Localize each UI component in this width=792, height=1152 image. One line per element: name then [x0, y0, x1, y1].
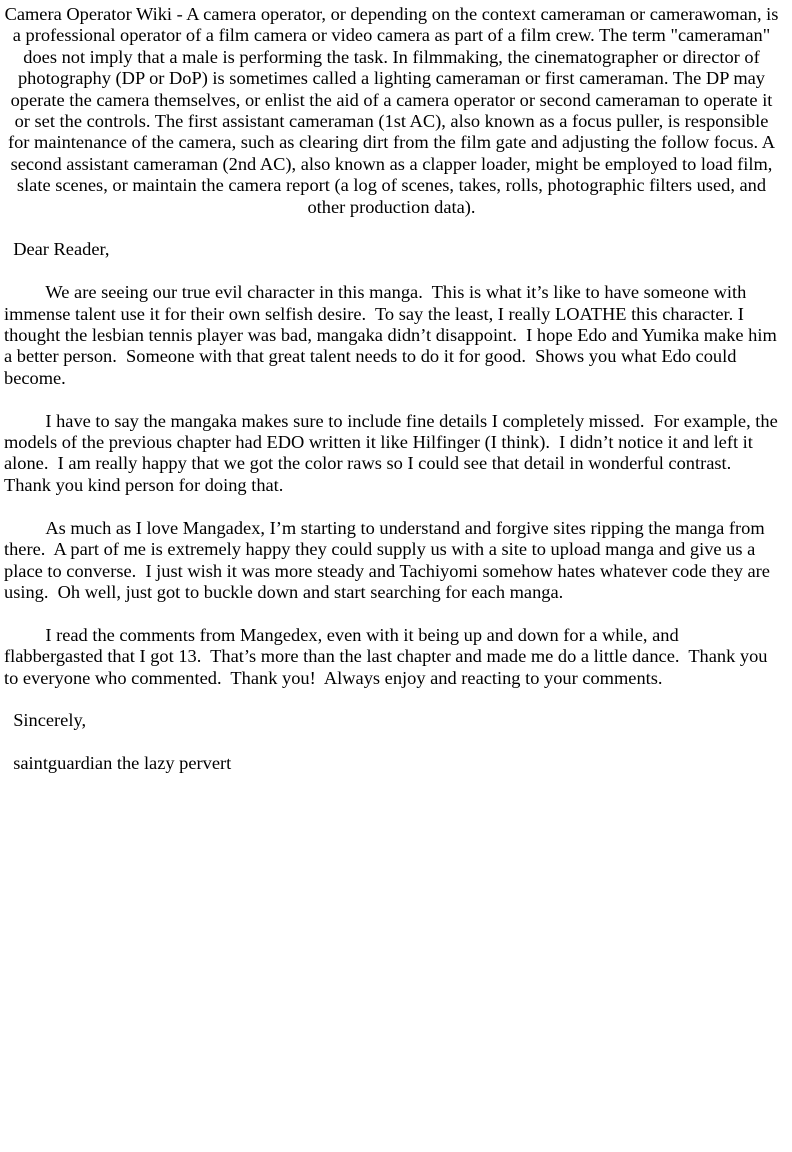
- salutation: Dear Reader,: [4, 239, 110, 260]
- intro-paragraph: Camera Operator Wiki - A camera operator, or depending on the context cameraman or camerawoman, is a professional operator of a film camera or video camera as part of a film crew. The term "cameraman" does not imply that a male is performing the task. In filmmaking, the cinematographer or director of photography (DP or DoP) is sometimes called a lighting cameraman or first cameraman. The DP may operate the camera themselves, or enlist the aid of a camera operator or second cameraman to operate it or set the controls. The first assistant cameraman (1st AC), also known as a focus puller, is responsible for maintenance of the camera, such as clearing dirt from the film gate and adjusting the follow focus. A second assistant cameraman (2nd AC), also known as a clapper loader, might be employed to load film, slate scenes, or maintain the camera report (a log of scenes, takes, rolls, photographic filters used, and other production data).: [4, 4, 784, 217]
- body-paragraph-1: We are seeing our true evil character in this manga. This is what it’s like to have someone with immense talent use it for their own selfish desire. To say the least, I really LOATHE this character. I thought the lesbian tennis player was bad, mangaka didn’t disappoint. I hope Edo and Yumika make him a better person. Someone with that great talent needs to do it for good. Shows you what Edo could become.: [4, 282, 782, 388]
- body-paragraph-3: As much as I love Mangadex, I’m starting to understand and forgive sites ripping the manga from there. A part of me is extremely happy they could supply us with a site to upload manga and give us a place to converse. I just wish it was more steady and Tachiyomi somehow hates whatever code they are using. Oh well, just got to buckle down and start searching for each manga.: [4, 517, 775, 602]
- signature: saintguardian the lazy pervert: [4, 753, 232, 774]
- closing: Sincerely,: [4, 710, 87, 731]
- body-paragraph-2: I have to say the mangaka makes sure to include fine details I completely missed. For example, the models of the previous chapter had EDO written it like Hilfinger (I think). I didn’t notice it and left it alone. I am really happy that we got the color raws so I could see that detail in wonderful contrast. Thank you kind person for doing that.: [4, 410, 783, 495]
- body-paragraph-4: I read the comments from Mangedex, even with it being up and down for a while, and flabbergasted that I got 13. That’s more than the last chapter and made me do a little dance. Thank you to everyone who commented. Thank you! Always enjoy and reacting to your comments.: [4, 624, 773, 688]
